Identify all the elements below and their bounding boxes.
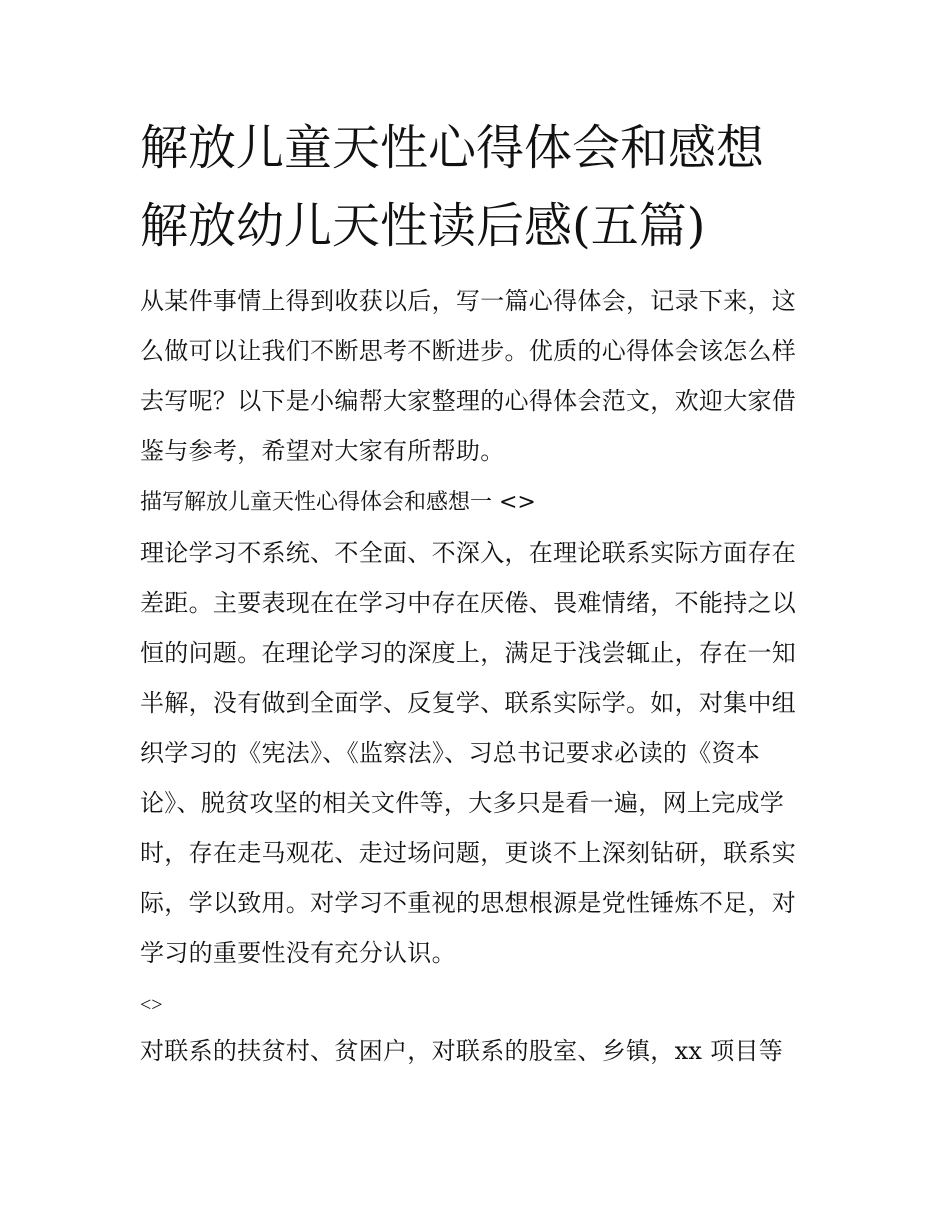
body-line-9: 学习的重要性没有充分认识。 <box>140 939 456 967</box>
section-marker: <> <box>140 994 163 1016</box>
intro-line-4: 鉴与参考，希望对大家有所帮助。 <box>140 437 505 465</box>
intro-line-3: 去写呢？以下是小编帮大家整理的心得体会范文，欢迎大家借 <box>140 387 797 415</box>
body-line-5: 织学习的《宪法》、《监察法》、习总书记要求必读的《资本 <box>140 739 761 767</box>
document-title-line-2: 解放幼儿天性读后感(五篇) <box>140 198 706 254</box>
intro-line-2: 么做可以让我们不断思考不断进步。优质的心得体会该怎么样 <box>140 337 797 365</box>
body-line-1: 理论学习不系统、不全面、不深入，在理论联系实际方面存在 <box>140 539 797 567</box>
body-line-4: 半解，没有做到全面学、反复学、联系实际学。如，对集中组 <box>140 689 797 717</box>
intro-line-1: 从某件事情上得到收获以后，写一篇心得体会，记录下来，这 <box>140 287 797 315</box>
document-title-line-1: 解放儿童天性心得体会和感想 <box>140 120 765 176</box>
body-line-6: 论》、脱贫攻坚的相关文件等，大多只是看一遍，网上完成学 <box>140 789 785 817</box>
section-heading: 描写解放儿童天性心得体会和感想一 <> <box>140 490 536 515</box>
body-line-3: 恒的问题。在理论学习的深度上，满足于浅尝辄止，存在一知 <box>140 639 797 667</box>
body-line-10: 对联系的扶贫村、贫困户，对联系的股室、乡镇，xx 项目等 <box>140 1037 784 1065</box>
body-line-7: 时，存在走马观花、走过场问题，更谈不上深刻钻研，联系实 <box>140 839 797 867</box>
body-line-2: 差距。主要表现在在学习中存在厌倦、畏难情绪，不能持之以 <box>140 589 797 617</box>
body-line-8: 际，学以致用。对学习不重视的思想根源是党性锤炼不足，对 <box>140 889 797 917</box>
